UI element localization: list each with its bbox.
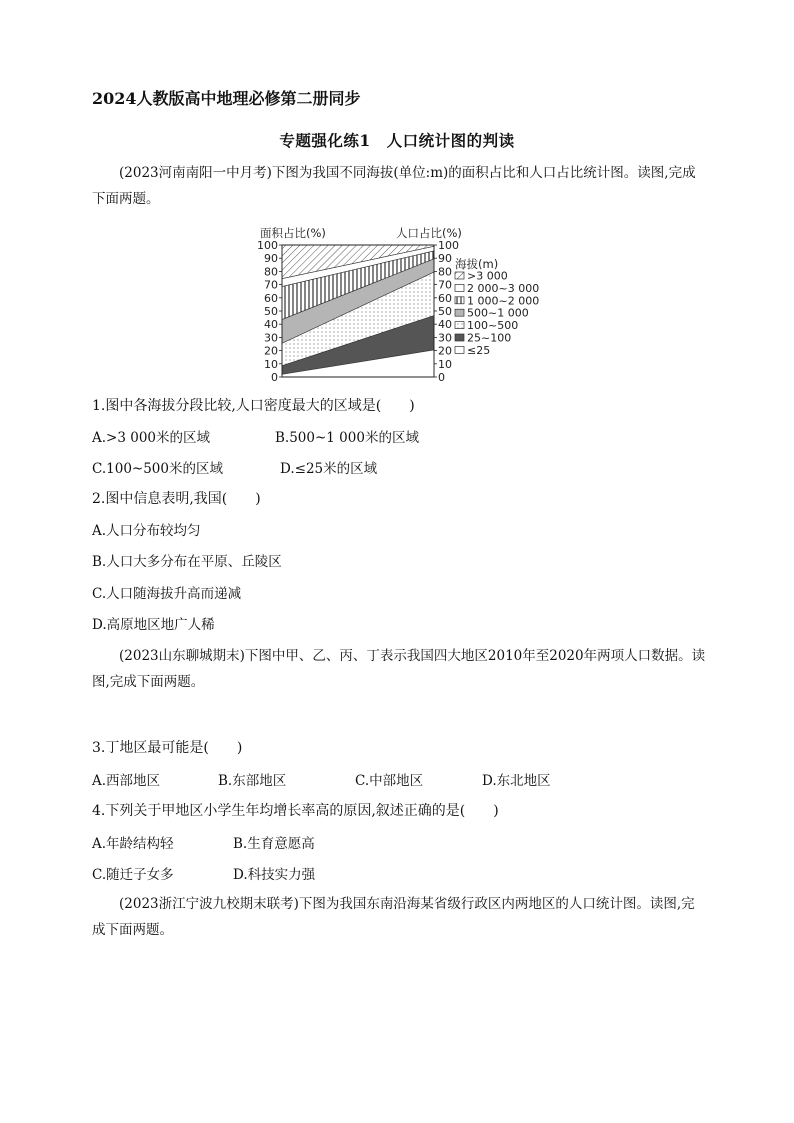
intro-paragraph-3: (2023浙江宁波九校期末联考)下图为我国东南沿海某省级行政区内两地区的人口统计图。读图,完成下面两题。: [92, 896, 695, 938]
question-2-stem: 2.图中信息表明,我国( ): [92, 491, 261, 507]
legend-swatch: [455, 284, 464, 291]
left-tick-label: 20: [264, 344, 278, 358]
left-tick-label: 80: [264, 265, 278, 279]
legend-swatch: [455, 334, 464, 341]
legend-swatch: [455, 309, 464, 316]
left-tick-label: 40: [264, 318, 278, 332]
legend-label: 25~100: [467, 331, 512, 345]
legend-label: ≤25: [467, 343, 491, 357]
legend-title: 海拔(m): [455, 257, 499, 271]
legend-swatch: [455, 272, 464, 279]
question-4-option-b: B.生育意愿高: [233, 836, 315, 852]
question-2-option-d: D.高原地区地广人稀: [92, 617, 215, 633]
question-3-option-b: B.东部地区: [218, 773, 287, 789]
right-tick-label: 50: [438, 305, 452, 318]
question-3-option-a: A.西部地区: [92, 773, 161, 789]
left-tick-label: 90: [264, 252, 278, 266]
legend-label: 1 000~2 000: [467, 294, 540, 308]
legend-swatch: [455, 297, 464, 304]
question-1-stem: 1.图中各海拔分段比较,人口密度最大的区域是( ): [92, 398, 415, 414]
right-tick-label: 20: [438, 344, 452, 358]
right-tick-label: 80: [438, 265, 452, 279]
right-tick-label: 10: [438, 357, 452, 371]
right-tick-label: 100: [438, 239, 459, 252]
question-2-option-c: C.人口随海拔升高而递减: [92, 586, 242, 602]
question-3-option-c: C.中部地区: [355, 773, 424, 789]
left-tick-label: 10: [264, 357, 278, 371]
question-1-option-d: D.≤25米的区域: [280, 461, 378, 477]
right-tick-label: 0: [438, 371, 445, 384]
left-tick-label: 70: [264, 278, 278, 292]
section-title: 专题强化练1 人口统计图的判读: [279, 131, 515, 150]
right-tick-label: 30: [438, 331, 452, 345]
legend-swatch: [455, 346, 464, 353]
legend-label: 500~1 000: [467, 306, 529, 320]
legend-swatch: [455, 322, 464, 329]
altitude-area-population-chart: [252, 222, 542, 384]
intro-paragraph-2: (2023山东聊城期末)下图中甲、乙、丙、丁表示我国四大地区2010年至2020年两项人口数据。读图,完成下面两题。: [92, 648, 706, 690]
question-4-option-a: A.年龄结构轻: [92, 836, 174, 852]
left-tick-label: 50: [264, 305, 278, 318]
question-1-option-a: A.>3 000米的区域: [92, 430, 210, 446]
question-3-stem: 3.丁地区最可能是( ): [92, 740, 243, 756]
right-tick-label: 60: [438, 291, 452, 305]
question-4-option-d: D.科技实力强: [233, 867, 316, 883]
left-tick-label: 30: [264, 331, 278, 345]
legend-label: >3 000: [467, 269, 508, 283]
left-tick-label: 0: [271, 371, 278, 384]
legend-label: 100~500: [467, 319, 519, 333]
right-tick-label: 40: [438, 318, 452, 332]
left-tick-label: 60: [264, 291, 278, 305]
right-axis-title: 人口占比(%): [396, 226, 462, 240]
question-1-option-b: B.500~1 000米的区域: [275, 430, 419, 446]
question-2-option-a: A.人口分布较均匀: [92, 523, 201, 539]
document-title: 2024人教版高中地理必修第二册同步: [92, 89, 361, 108]
intro-paragraph-1: (2023河南南阳一中月考)下图为我国不同海拔(单位:m)的面积占比和人口占比统计图。读图,完成下面两题。: [92, 165, 696, 207]
question-1-option-c: C.100~500米的区域: [92, 461, 223, 477]
question-4-option-c: C.随迁子女多: [92, 867, 174, 883]
left-axis-title: 面积占比(%): [260, 226, 326, 240]
question-3-option-d: D.东北地区: [482, 773, 551, 789]
right-tick-label: 70: [438, 278, 452, 292]
question-2-option-b: B.人口大多分布在平原、丘陵区: [92, 554, 282, 570]
right-tick-label: 90: [438, 252, 452, 266]
question-4-stem: 4.下列关于甲地区小学生年均增长率高的原因,叙述正确的是( ): [92, 803, 499, 819]
legend-label: 2 000~3 000: [467, 281, 540, 295]
left-tick-label: 100: [257, 239, 278, 252]
